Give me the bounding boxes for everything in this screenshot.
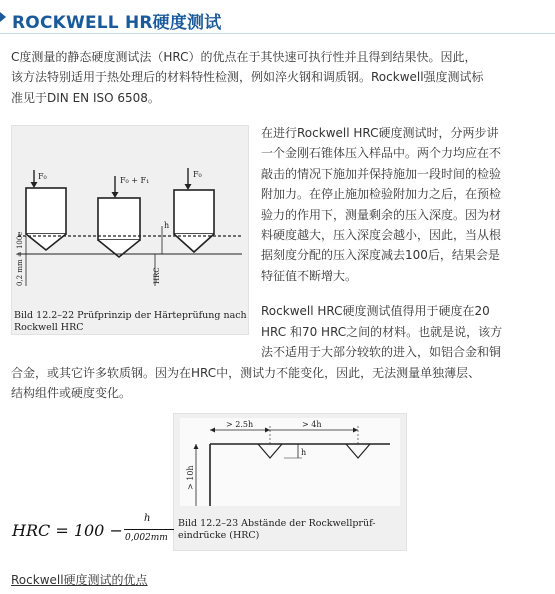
principle-line: 料硬度越大，压入深度会越小，因此，当从根 — [261, 228, 502, 242]
label-h: h — [164, 221, 170, 230]
intro-line: C度测量的静态硬度测试法（HRC）的优点在于其快速可执行性并且得到结果快。因此， — [11, 50, 477, 64]
formula-denominator: 0,002mm — [125, 533, 168, 543]
label-f0-right: F₀ — [193, 170, 202, 179]
label-10h: > 10h — [186, 465, 195, 490]
figure-rockwell-principle — [11, 125, 249, 335]
principle-line: 附加力。在停止施加检验附加力之后，在预检 — [261, 187, 502, 201]
figure1-caption: Rockwell HRC — [14, 322, 84, 333]
range-line: HRC 和70 HRC之间的材料。也就是说，该方 — [261, 325, 503, 339]
range-line: Rockwell HRC硬度测试值得用于硬度在20 — [261, 304, 490, 318]
figure-indent-spacing — [173, 413, 407, 551]
header-divider — [0, 33, 555, 34]
formula-fraction-bar — [124, 529, 174, 530]
principle-line: 特征值不断增大。 — [261, 269, 358, 283]
label-f0f1: F₀ + F₁ — [120, 176, 150, 185]
formula-lhs: HRC = 100 − — [12, 521, 123, 540]
principle-line: 敲击的情况下施加并保持施加一段时间的检验 — [261, 167, 502, 181]
principle-line: 在进行Rockwell HRC硬度测试时，分两步讲 — [261, 126, 499, 140]
intro-line: 准见于DIN EN ISO 6508。 — [11, 91, 160, 105]
figure1-caption: Bild 12.2–22 Prüfprinzip der Härteprüfung nach — [14, 310, 247, 321]
principle-sketch — [12, 126, 248, 334]
formula-numerator: h — [144, 513, 151, 524]
advantages-link[interactable]: Rockwell硬度测试的优点 — [11, 573, 148, 587]
triangle-bullet-icon — [0, 12, 6, 22]
label-25h: > 2.5h — [226, 420, 254, 429]
principle-line: 据刻度分配的压入深度减去100后，结果会是 — [261, 248, 500, 262]
label-hrc: HRC — [153, 267, 161, 284]
label-f0: F₀ — [38, 172, 47, 181]
figure2-caption: eindrücke (HRC) — [178, 530, 260, 541]
principle-line: 一个金刚石锥体压入样品中。两个力均应在不 — [261, 146, 502, 160]
principle-line: 验力的作用下，测量剩余的压入深度。因为材 — [261, 208, 502, 222]
label-h2: h — [301, 448, 307, 457]
label-4h: > 4h — [302, 420, 322, 429]
range-line: 合金，或其它许多软质钢。因为在HRC中，测试力不能变化，因此，无法测量单独薄层、 — [11, 366, 481, 380]
figure2-caption: Bild 12.2–23 Abstände der Rockwellprüf- — [178, 518, 376, 529]
intro-line: 该方法特别适用于热处理后的材料特性检测，例如淬火钢和调质钢。Rockwell强度测试标 — [11, 70, 484, 84]
range-line: 结构组件或硬度变化。 — [11, 386, 132, 400]
label-depth: 0,2 mm ≙ 100e — [16, 231, 24, 286]
hrc-formula — [10, 510, 176, 552]
section-header — [0, 0, 555, 36]
range-line: 法不适用于大部分较软的进入，如铝合金和铜 — [261, 345, 502, 359]
page-title: ROCKWELL HR硬度测试 — [12, 13, 222, 33]
